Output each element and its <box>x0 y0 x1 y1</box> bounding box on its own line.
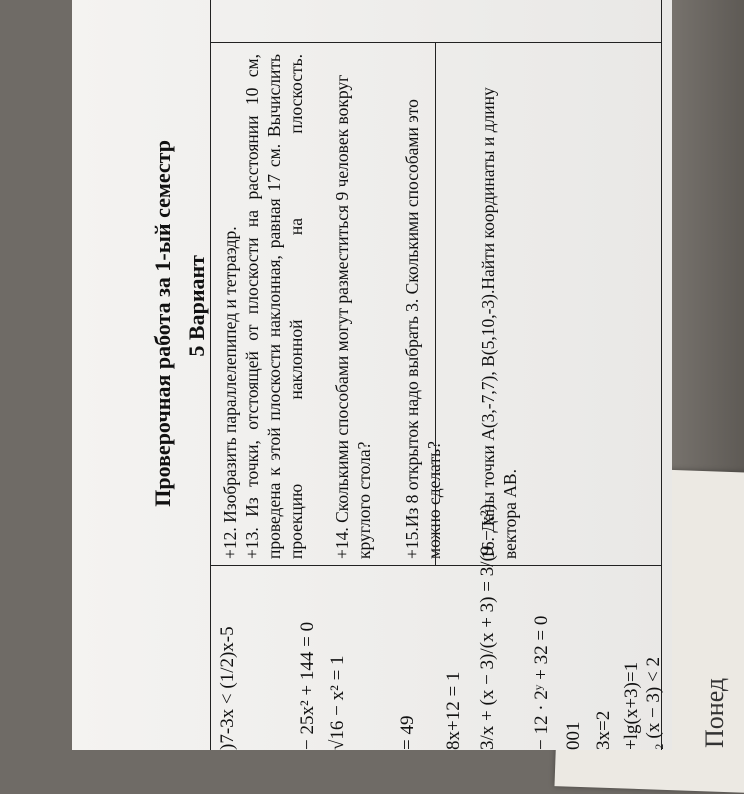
equation-item: 001 <box>563 721 584 750</box>
equation-item: )7-3x < (1/2)x-5 <box>217 626 238 750</box>
task-table <box>210 0 662 750</box>
task-16: 16. Даны точки А(3,-7,7), В(5,10,-3).Найти координаты и длину вектора АВ. <box>478 87 520 559</box>
left-column-equations <box>211 503 664 750</box>
variant-label: 5 Вариант <box>184 255 209 357</box>
equation-item: − 25x² + 144 = 0 <box>297 621 318 750</box>
equation-item: 3x=2 <box>593 710 614 750</box>
underlying-sheet-text: Понед <box>700 677 729 748</box>
equation-item: 3/x + (x − 3)/(x + 3) = 3/(9 − x²) <box>477 503 498 750</box>
task-15: +15.Из 8 открыток надо выбрать 3. Сколькими способами это можно сделать? <box>402 99 444 559</box>
equation-item: 8x+12 = 1 <box>443 671 464 750</box>
right-column-tasks <box>211 42 661 565</box>
worksheet-title: Проверочная работа за 1-ый семестр <box>150 140 175 507</box>
photo-of-worksheet <box>72 0 672 750</box>
task-13: +13. Из точки, отстоящей от плоскости на расстоянии 10 см, проведена к этой плоскости наклонная, равная 17 см. Вычислить проекцию наклонной на плоскость. <box>242 54 306 559</box>
task-14: +14. Сколькими способами могут разместиться 9 человек вокруг круглого стола? <box>332 74 374 559</box>
worksheet-paper <box>72 0 672 750</box>
task-12: +12. Изобразить параллелепипед и тетраэдр. <box>220 226 240 559</box>
equation-item: ₂ (x − 3) < 2 <box>643 657 664 750</box>
row-divider <box>435 42 436 565</box>
equation-item: +lg(x+3)=1 <box>621 661 642 750</box>
equation-item: √16 − x² = 1 <box>327 655 348 750</box>
equation-item: − 12 · 2ʸ + 32 = 0 <box>531 615 552 750</box>
equation-item: = 49 <box>397 715 418 750</box>
